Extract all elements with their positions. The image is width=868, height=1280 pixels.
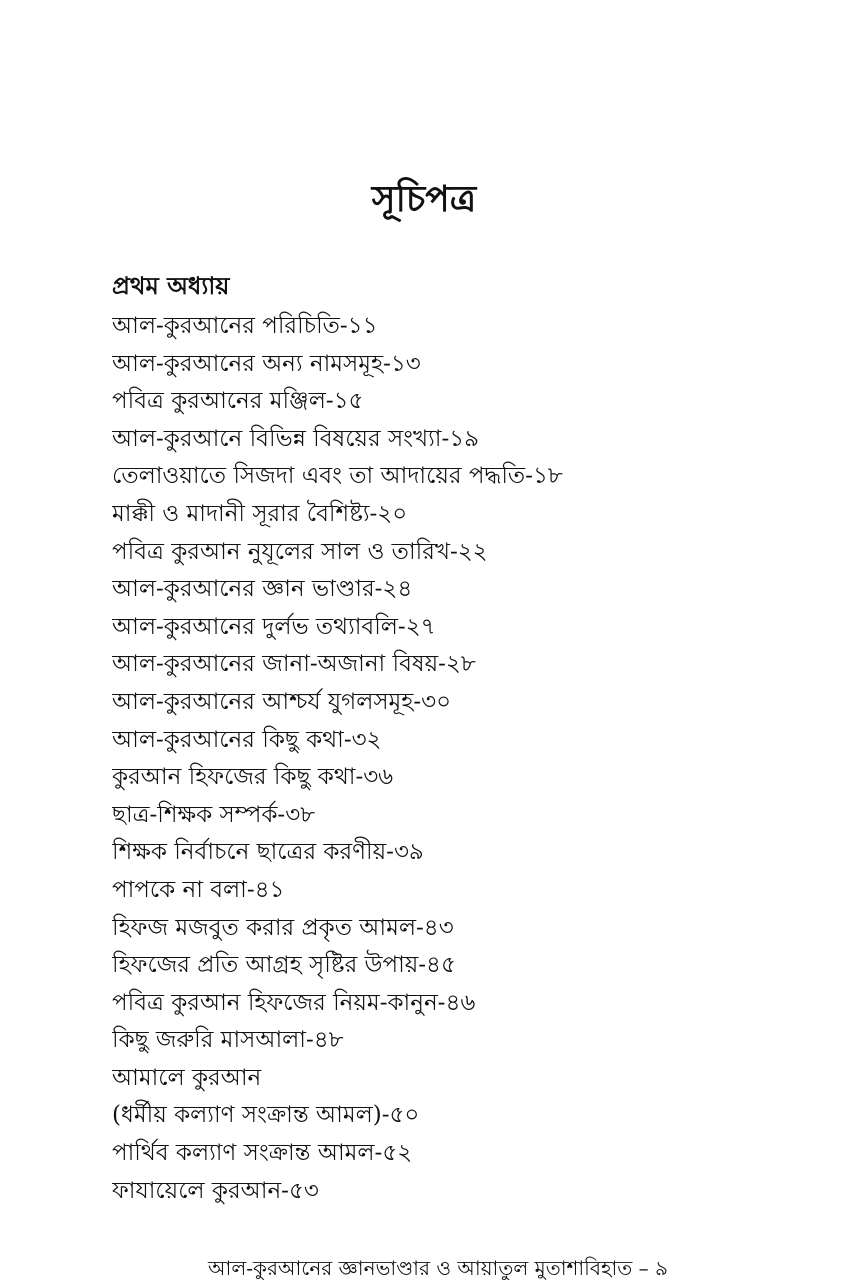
toc-item: আল-কুরআনের জ্ঞান ভাণ্ডার-২৪: [112, 576, 413, 603]
toc-item: আমালে কুরআন: [112, 1064, 262, 1091]
page-footer: আল-কুরআনের জ্ঞানভাণ্ডার ও আয়াতুল মুতাশাবিহাত – ৯: [208, 1256, 669, 1280]
toc-item: আল-কুরআনের কিছু কথা-৩২: [112, 726, 382, 753]
toc-item: ছাত্র-শিক্ষক সম্পর্ক-৩৮: [112, 801, 316, 828]
toc-item: পবিত্র কুরআন হিফজের নিয়ম-কানুন-৪৬: [112, 989, 476, 1016]
toc-item: মাক্কী ও মাদানী সূরার বৈশিষ্ট্য-২০: [112, 500, 408, 527]
toc-item: আল-কুরআনের অন্য নামসমূহ-১৩: [112, 350, 421, 377]
chapter-heading: প্রথম অধ্যায়: [112, 271, 230, 300]
toc-item: হিফজের প্রতি আগ্রহ সৃষ্টির উপায়-৪৫: [112, 952, 456, 979]
toc-item: (ধর্মীয় কল্যাণ সংক্রান্ত আমল)-৫০: [112, 1102, 420, 1129]
toc-item: ফাযায়েলে কুরআন-৫৩: [112, 1177, 319, 1204]
page-title: সূচিপত্র: [371, 178, 477, 220]
toc-item: পবিত্র কুরআন নুযূলের সাল ও তারিখ-২২: [112, 538, 488, 565]
toc-item: কুরআন হিফজের কিছু কথা-৩৬: [112, 764, 394, 791]
toc-item: পাপকে না বলা-৪১: [112, 876, 285, 903]
toc-item: হিফজ মজবুত করার প্রকৃত আমল-৪৩: [112, 914, 454, 941]
toc-item: আল-কুরআনের জানা-অজানা বিষয়-২৮: [112, 651, 476, 678]
toc-item: তেলাওয়াতে সিজদা এবং তা আদায়ের পদ্ধতি-১৮: [112, 463, 563, 490]
toc-item: আল-কুরআনে বিভিন্ন বিষয়ের সংখ্যা-১৯: [112, 425, 480, 452]
toc-item: কিছু জরুরি মাসআলা-৪৮: [112, 1027, 344, 1054]
toc-item: আল-কুরআনের আশ্চর্য যুগলসমূহ-৩০: [112, 688, 452, 715]
toc-item: আল-কুরআনের পরিচিতি-১১: [112, 313, 378, 339]
toc-item: শিক্ষক নির্বাচনে ছাত্রের করণীয়-৩৯: [112, 839, 424, 866]
toc-item: পবিত্র কুরআনের মঞ্জিল-১৫: [112, 388, 364, 415]
toc-item: আল-কুরআনের দুর্লভ তথ্যাবলি-২৭: [112, 613, 436, 640]
table-of-contents: [112, 308, 832, 1210]
toc-item: পার্থিব কল্যাণ সংক্রান্ত আমল-৫২: [112, 1140, 413, 1167]
